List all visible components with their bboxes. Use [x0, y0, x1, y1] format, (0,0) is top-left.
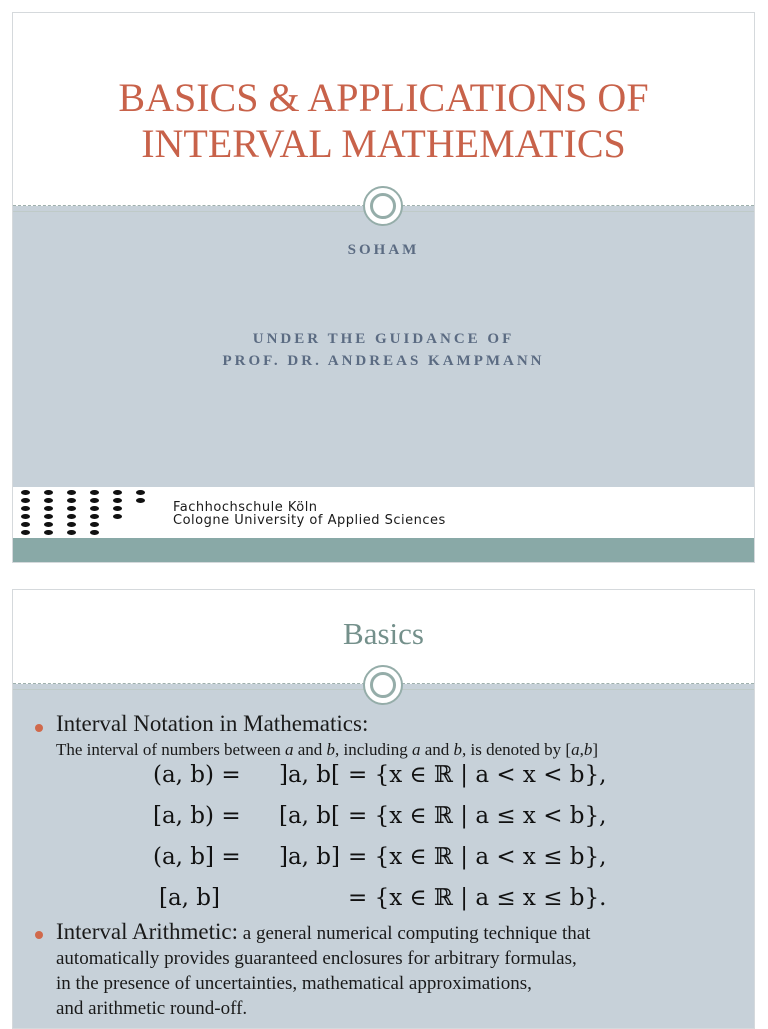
logo-line1: Fachhochschule Köln: [173, 500, 318, 515]
equation-mid: ]a, b]: [279, 844, 341, 870]
guidance-line2: PROF. DR. ANDREAS KAMPMANN: [222, 353, 545, 369]
equation-mid: [a, b[: [279, 803, 341, 829]
bullet2-line1: a general numerical computing technique that: [238, 923, 591, 944]
bullet-icon: [35, 931, 43, 939]
slide-title-line1: BASICS & APPLICATIONS OF: [118, 75, 649, 120]
author-name: SOHAM: [347, 242, 420, 258]
ring-ornament-icon: [363, 665, 403, 705]
equation-rhs: = {x ∈ ℝ | a ≤ x < b},: [348, 803, 607, 829]
equation-lhs: [a, b) =: [153, 803, 241, 829]
equation-lhs: [a, b]: [159, 885, 221, 911]
guidance-line1: UNDER THE GUIDANCE OF: [252, 331, 515, 347]
slide-title: Basics: [343, 616, 424, 651]
bottom-accent-strip: [13, 538, 754, 563]
slide-title-line2: INTERVAL MATHEMATICS: [141, 121, 626, 166]
bullet2-first-line: [56, 919, 590, 945]
logo-dots-icon: [21, 490, 153, 536]
bullet2-heading: Interval Arithmetic:: [56, 919, 239, 944]
bullet1-heading: Interval Notation in Mathematics:: [56, 711, 369, 736]
equation-rhs: = {x ∈ ℝ | a ≤ x ≤ b}.: [348, 885, 607, 911]
basics-slide: [12, 589, 755, 1029]
equation-rhs: = {x ∈ ℝ | a < x ≤ b},: [348, 844, 607, 870]
bullet2-line3: in the presence of uncertainties, mathematical approximations,: [56, 973, 532, 994]
ring-ornament-icon: [363, 186, 403, 226]
bullet-icon: [35, 724, 43, 732]
university-logo: [13, 487, 754, 538]
bullet1-description: The interval of numbers between a and b, including a and b, is denoted by [a,b]: [56, 740, 599, 759]
slide-title: [13, 75, 754, 167]
title-band: [13, 13, 754, 206]
bullet2-line2: automatically provides guaranteed enclosures for arbitrary formulas,: [56, 948, 577, 969]
logo-line2: Cologne University of Applied Sciences: [173, 513, 446, 528]
equation-rhs: = {x ∈ ℝ | a < x < b},: [348, 762, 607, 788]
title-slide: [12, 12, 755, 563]
equation-mid: ]a, b[: [279, 762, 341, 788]
bullet2-line4: and arithmetic round-off.: [56, 998, 248, 1019]
equation-lhs: (a, b] =: [153, 844, 241, 870]
equation-lhs: (a, b) =: [153, 762, 241, 788]
